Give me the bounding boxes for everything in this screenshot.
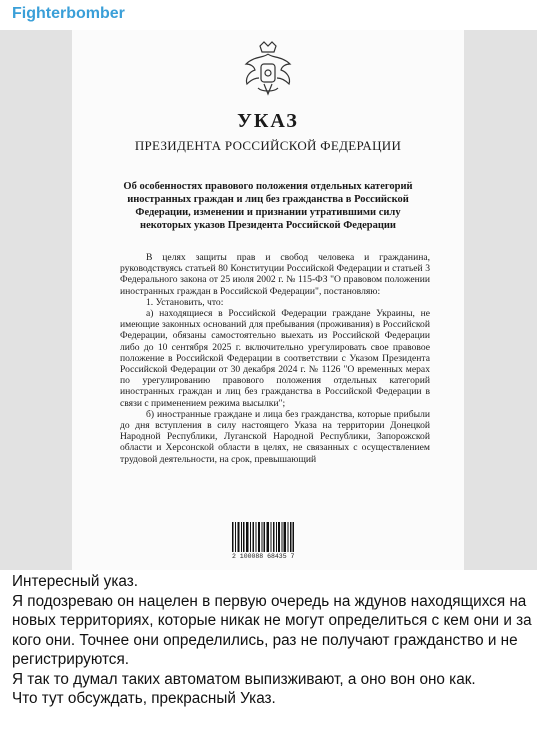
channel-name[interactable]: Fighterbomber	[12, 5, 125, 22]
post-caption	[12, 572, 532, 709]
barcode-icon	[232, 522, 294, 552]
document-page	[72, 30, 464, 570]
caption-line: Я так то думал таких автоматом выпизживают, а оно вон оно как.	[12, 670, 476, 688]
post-photo[interactable]	[0, 30, 537, 570]
decree-paragraph: б) иностранные граждане и лица без гражданства, которые прибыли до дня вступления в силу настоящего Указа на территории Донецкой Народной Республики, Луганской Народной Республики, Запорожской области и Херсонской области в целях, не связанных с осуществлением трудовой деятельности, на срок, превышающий	[120, 408, 430, 465]
barcode-number: 2 100088 68435 7	[232, 553, 295, 560]
decree-paragraph: а) находящиеся в Российской Федерации граждане Украины, не имеющие законных оснований для пребывания (проживания) в Российской Федерации, обязаны самостоятельно выехать из Российской Федерации либо до 10 сентября 2025 г. включительно урегулировать свое правовое положение в Российской Федерации в соответствии с Указом Президента Российской Федерации от 30 декабря 2024 г. № 1126 "О временных мерах по урегулированию правового положения отдельных категорий иностранных граждан и лиц без гражданства в Российской Федерации в связи с применением режима высылки";	[120, 308, 430, 409]
decree-subtitle: ПРЕЗИДЕНТА РОССИЙСКОЙ ФЕДЕРАЦИИ	[134, 138, 402, 153]
decree-paragraph: В целях защиты прав и свобод человека и гражданина, руководствуясь статьей 80 Конституции Российской Федерации и статьей 3 Федерального закона от 25 июля 2002 г. № 115-ФЗ "О правовом положении иностранных граждан в Российской Федерации", постановляю:	[120, 252, 430, 297]
decree-title: УКАЗ	[237, 110, 299, 132]
caption-line: Что тут обсуждать, прекрасный Указ.	[12, 690, 276, 707]
decree-paragraph: 1. Установить, что:	[146, 296, 224, 308]
caption-line: Я подозреваю он нацелен в первую очередь на ждунов находящихся на новых территориях, которые никак не могут определиться с кем они и за кого они. Точнее они определились, раз не получают гражданство и не регистрируются.	[12, 592, 532, 668]
decree-body	[120, 252, 430, 465]
caption-line: Интересный указ.	[12, 573, 138, 590]
barcode	[232, 522, 302, 560]
decree-heading: Об особенностях правового положения отдельных категорий иностранных граждан и лиц без гражданства в Российской Федерации, изменении и признании утратившими силу некоторых указов Президента Российской Федерации	[123, 181, 413, 231]
russian-coat-of-arms-icon	[240, 40, 296, 104]
